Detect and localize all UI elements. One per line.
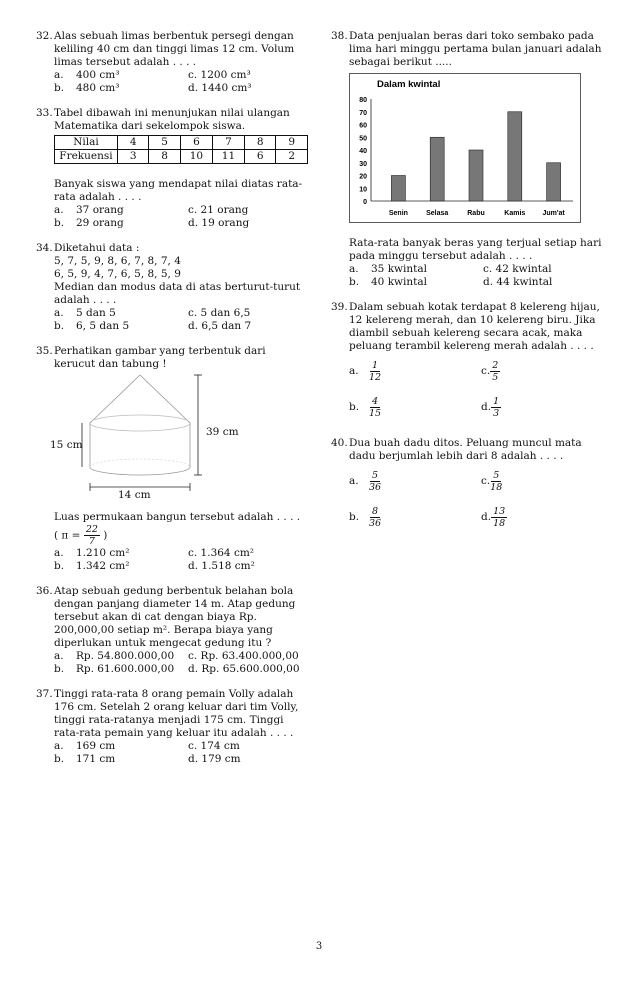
option-b: 171 cm (76, 753, 116, 765)
option-b: 480 cm³ (76, 82, 120, 94)
x-tick-label: Kamis (504, 210, 526, 217)
pi-note (54, 524, 308, 547)
y-tick-label: 20 (359, 173, 367, 181)
question-number: 40. (331, 437, 348, 449)
option-d-fraction (491, 396, 501, 419)
page-number: 3 (315, 941, 323, 952)
option-c-letter: c. (481, 364, 491, 377)
denominator: 36 (369, 481, 382, 493)
question-35 (36, 345, 308, 573)
chart-title: Dalam kwintal (377, 79, 441, 90)
question-number: 32. (36, 30, 53, 42)
numerator: 13 (493, 505, 506, 517)
option-b: 29 orang (76, 217, 124, 229)
y-tick-label: 70 (359, 109, 367, 117)
option-d: d. 19 orang (188, 217, 250, 229)
table-cell: 8 (245, 136, 276, 150)
option-a-letter: a. (54, 650, 64, 662)
option-b: 6, 5 dan 5 (76, 320, 130, 332)
y-tick-label: 0 (363, 199, 367, 206)
bar-chart (349, 73, 581, 223)
bar (469, 150, 483, 201)
option-a-letter: a. (54, 307, 64, 319)
denominator: 15 (369, 407, 382, 419)
option-d: d. 44 kwintal (483, 276, 553, 288)
pi-denominator: 7 (88, 536, 95, 547)
option-b: 40 kwintal (371, 276, 428, 288)
option-b-fraction (369, 506, 381, 529)
question-text: Tinggi rata-rata 8 orang pemain Volly adalah 176 cm. Setelah 2 orang keluar dari tim Volly, tinggi rata-ratanya menjadi 175 cm. Tinggi rata-rata pemain yang keluar itu adalah . . . . (54, 688, 299, 739)
option-a: 35 kwintal (371, 263, 428, 275)
y-tick-label: 60 (359, 122, 367, 130)
option-a: 169 cm (76, 740, 116, 752)
x-tick-label: Jum'at (542, 210, 565, 217)
option-c-fraction (490, 360, 500, 383)
table-row (55, 136, 308, 150)
option-a-letter: a. (349, 364, 359, 377)
table-cell: 2 (276, 150, 308, 164)
option-d: d. 6,5 dan 7 (188, 320, 252, 332)
option-a-letter: a. (54, 69, 64, 81)
question-text: Tabel dibawah ini menunjukan nilai ulangan Matematika dari sekelompok siswa. (54, 107, 290, 132)
option-d-fraction (491, 506, 507, 529)
option-b-letter: b. (349, 510, 360, 523)
option-d: d. 1.518 cm² (188, 560, 255, 572)
question-number: 36. (36, 585, 53, 597)
table-cell: 3 (117, 150, 148, 164)
table-cell: 9 (276, 136, 308, 150)
option-b-letter: b. (349, 400, 360, 413)
table-cell: 6 (245, 150, 276, 164)
table-header: Frekuensi (55, 150, 118, 164)
table-cell: 4 (117, 136, 148, 150)
numerator: 8 (372, 505, 379, 517)
question-33 (36, 107, 308, 230)
option-a-letter: a. (349, 474, 359, 487)
option-d-letter: d. (481, 400, 492, 413)
data-line: 6, 5, 9, 4, 7, 6, 5, 8, 5, 9 (54, 268, 181, 280)
option-b-letter: b. (54, 320, 65, 332)
option-c: c. 42 kwintal (483, 263, 552, 275)
option-a-letter: a. (54, 204, 64, 216)
option-a-fraction (369, 360, 381, 383)
question-text: Dua buah dadu ditos. Peluang muncul mata dadu berjumlah lebih dari 8 adalah . . . . (349, 437, 582, 462)
option-c: c. 1.364 cm² (188, 547, 254, 559)
question-32 (36, 30, 308, 95)
pi-label: ( π = (54, 529, 81, 542)
denominator: 36 (369, 517, 382, 529)
height-label: 39 cm (206, 426, 239, 438)
numerator: 1 (493, 395, 500, 407)
question-number: 37. (36, 688, 53, 700)
cone-cylinder-figure (50, 371, 308, 503)
table-header: Nilai (55, 136, 118, 150)
question-prompt: Banyak siswa yang mendapat nilai diatas rata-rata adalah . . . . (54, 178, 303, 203)
question-38 (331, 30, 603, 289)
question-text: Diketahui data : (54, 242, 140, 254)
pi-close: ) (103, 529, 108, 542)
question-40 (331, 437, 603, 535)
question-number: 34. (36, 242, 53, 254)
numerator: 5 (493, 469, 500, 481)
question-prompt: Rata-rata banyak beras yang terjual setiap hari pada minggu tersebut adalah . . . . (349, 237, 602, 262)
option-a-letter: a. (54, 547, 64, 559)
table-cell: 8 (149, 150, 180, 164)
option-a: 37 orang (76, 204, 124, 216)
question-number: 33. (36, 107, 53, 119)
chart-frame (350, 74, 581, 223)
option-b-letter: b. (54, 82, 65, 94)
data-line: 5, 7, 5, 9, 8, 6, 7, 8, 7, 4 (54, 255, 181, 267)
option-d: d. 179 cm (188, 753, 241, 765)
question-text: Data penjualan beras dari toko sembako pada lima hari minggu pertama bulan januari adalah sebagai berikut ..... (349, 30, 602, 68)
y-tick-label: 10 (359, 186, 367, 194)
bar (508, 112, 522, 201)
option-a: Rp. 54.800.000,00 (76, 650, 175, 662)
numerator: 5 (372, 469, 379, 481)
option-a: 400 cm³ (76, 69, 120, 81)
option-c: c. 1200 cm³ (188, 69, 251, 81)
option-c-fraction (490, 470, 502, 493)
pi-numerator: 22 (85, 524, 98, 535)
pi-fraction (84, 524, 100, 547)
table-row (55, 150, 308, 164)
option-a-letter: a. (349, 263, 359, 275)
denominator: 12 (369, 371, 382, 383)
option-c-letter: c. (481, 474, 491, 487)
question-39 (331, 301, 603, 425)
question-prompt: Median dan modus data di atas berturut-turut adalah . . . . (54, 281, 301, 306)
option-c: c. 174 cm (188, 740, 240, 752)
question-text: Perhatikan gambar yang terbentuk dari kerucut dan tabung ! (54, 345, 266, 370)
table-cell: 11 (212, 150, 244, 164)
cone-cylinder-drawing (54, 371, 326, 503)
right-column (331, 30, 603, 547)
denominator: 3 (493, 407, 500, 419)
question-number: 39. (331, 301, 348, 313)
x-tick-label: Rabu (467, 210, 485, 217)
x-tick-label: Senin (388, 210, 408, 217)
bar (430, 137, 444, 201)
cylinder-height-label: 15 cm (50, 439, 83, 451)
table-cell: 6 (180, 136, 212, 150)
x-tick-label: Selasa (426, 210, 449, 217)
numerator: 2 (492, 359, 499, 371)
table-cell: 5 (149, 136, 180, 150)
numerator: 4 (372, 395, 379, 407)
option-b-letter: b. (54, 753, 65, 765)
option-b-fraction (369, 396, 381, 419)
table-cell: 7 (212, 136, 244, 150)
question-37 (36, 688, 308, 766)
question-number: 38. (331, 30, 348, 42)
option-d-letter: d. (481, 510, 492, 523)
left-column (36, 30, 308, 778)
denominator: 5 (492, 371, 499, 383)
y-tick-label: 30 (359, 160, 367, 168)
option-d: d. 1440 cm³ (188, 82, 252, 94)
question-text: Dalam sebuah kotak terdapat 8 kelereng hijau, 12 kelereng merah, dan 10 kelereng biru. Jika diambil sebuah kelereng secara acak, maka peluang terambil kelereng merah adalah . . . . (349, 301, 600, 352)
question-number: 35. (36, 345, 53, 357)
option-c: c. Rp. 63.400.000,00 (188, 650, 299, 662)
option-a-letter: a. (54, 740, 64, 752)
bar (547, 163, 561, 201)
table-cell: 10 (180, 150, 212, 164)
option-b: 1.342 cm² (76, 560, 130, 572)
option-a: 1.210 cm² (76, 547, 130, 559)
option-a-fraction (369, 470, 381, 493)
option-b-letter: b. (54, 663, 65, 675)
question-36 (36, 585, 308, 676)
question-prompt: Luas permukaan bangun tersebut adalah . . . . (54, 511, 301, 523)
y-tick-label: 40 (359, 148, 367, 155)
option-c: c. 5 dan 6,5 (188, 307, 251, 319)
option-a: 5 dan 5 (76, 307, 116, 319)
question-34 (36, 242, 308, 333)
question-text: Atap sebuah gedung berbentuk belahan bola dengan panjang diameter 14 m. Atap gedung tersebut akan di cat dengan biaya Rp. 200,000,00 setiap m². Berapa biaya yang diperlukan untuk mengecat gedung itu ? (54, 585, 296, 649)
option-c: c. 21 orang (188, 204, 249, 216)
question-text: Alas sebuah limas berbentuk persegi dengan keliling 40 cm dan tinggi limas 12 cm. Volum limas tersebut adalah . . . . (54, 30, 295, 68)
option-b-letter: b. (54, 560, 65, 572)
bar (391, 176, 405, 202)
option-d: d. Rp. 65.600.000,00 (188, 663, 300, 675)
y-tick-label: 50 (359, 135, 367, 143)
y-tick-label: 80 (359, 97, 367, 104)
diameter-label: 14 cm (118, 489, 151, 501)
rice-sales-chart (349, 73, 603, 227)
option-b: Rp. 61.600.000,00 (76, 663, 175, 675)
numerator: 1 (372, 359, 379, 371)
option-b-letter: b. (349, 276, 360, 288)
denominator: 18 (490, 481, 503, 493)
option-b-letter: b. (54, 217, 65, 229)
score-table (54, 135, 308, 164)
denominator: 18 (493, 517, 506, 529)
